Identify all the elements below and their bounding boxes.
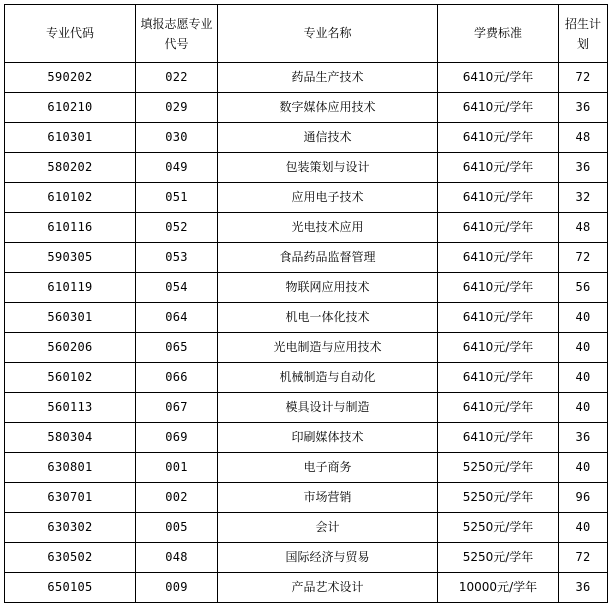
cell-application-code: 049 — [136, 153, 218, 183]
header-enrollment-plan: 招生计划 — [559, 5, 608, 63]
cell-tuition: 6410元/学年 — [438, 153, 559, 183]
cell-tuition: 10000元/学年 — [438, 573, 559, 603]
cell-enrollment-plan: 40 — [559, 303, 608, 333]
cell-tuition: 6410元/学年 — [438, 123, 559, 153]
cell-major-code: 610116 — [5, 213, 136, 243]
cell-application-code: 030 — [136, 123, 218, 153]
cell-application-code: 053 — [136, 243, 218, 273]
header-tuition: 学费标准 — [438, 5, 559, 63]
cell-major-name: 机电一体化技术 — [218, 303, 438, 333]
cell-enrollment-plan: 40 — [559, 393, 608, 423]
cell-enrollment-plan: 36 — [559, 93, 608, 123]
cell-major-code: 590202 — [5, 63, 136, 93]
cell-enrollment-plan: 72 — [559, 543, 608, 573]
header-row — [5, 5, 608, 63]
table-row — [5, 363, 608, 393]
cell-major-name: 产品艺术设计 — [218, 573, 438, 603]
cell-enrollment-plan: 96 — [559, 483, 608, 513]
cell-major-name: 药品生产技术 — [218, 63, 438, 93]
cell-application-code: 005 — [136, 513, 218, 543]
cell-major-code: 560301 — [5, 303, 136, 333]
cell-tuition: 5250元/学年 — [438, 513, 559, 543]
cell-enrollment-plan: 36 — [559, 423, 608, 453]
cell-application-code: 009 — [136, 573, 218, 603]
cell-application-code: 066 — [136, 363, 218, 393]
cell-major-name: 光电制造与应用技术 — [218, 333, 438, 363]
cell-major-name: 应用电子技术 — [218, 183, 438, 213]
table-row — [5, 273, 608, 303]
cell-major-name: 会计 — [218, 513, 438, 543]
table-row — [5, 333, 608, 363]
cell-enrollment-plan: 48 — [559, 213, 608, 243]
cell-major-code: 560113 — [5, 393, 136, 423]
cell-major-name: 光电技术应用 — [218, 213, 438, 243]
enrollment-table — [4, 4, 608, 603]
table-row — [5, 573, 608, 603]
cell-application-code: 001 — [136, 453, 218, 483]
cell-major-name: 市场营销 — [218, 483, 438, 513]
cell-major-code: 610102 — [5, 183, 136, 213]
cell-tuition: 6410元/学年 — [438, 213, 559, 243]
cell-enrollment-plan: 40 — [559, 363, 608, 393]
cell-application-code: 054 — [136, 273, 218, 303]
table-row — [5, 93, 608, 123]
cell-tuition: 6410元/学年 — [438, 273, 559, 303]
cell-major-code: 630302 — [5, 513, 136, 543]
cell-major-name: 食品药品监督管理 — [218, 243, 438, 273]
table-row — [5, 63, 608, 93]
table-row — [5, 213, 608, 243]
cell-application-code: 067 — [136, 393, 218, 423]
cell-tuition: 6410元/学年 — [438, 333, 559, 363]
table-row — [5, 423, 608, 453]
table-row — [5, 243, 608, 273]
cell-major-code: 650105 — [5, 573, 136, 603]
table-row — [5, 303, 608, 333]
cell-enrollment-plan: 36 — [559, 573, 608, 603]
cell-enrollment-plan: 56 — [559, 273, 608, 303]
cell-application-code: 069 — [136, 423, 218, 453]
cell-major-code: 580202 — [5, 153, 136, 183]
cell-tuition: 6410元/学年 — [438, 303, 559, 333]
cell-application-code: 065 — [136, 333, 218, 363]
cell-major-code: 580304 — [5, 423, 136, 453]
cell-major-code: 590305 — [5, 243, 136, 273]
cell-major-code: 610119 — [5, 273, 136, 303]
cell-major-code: 560206 — [5, 333, 136, 363]
table-container — [4, 4, 608, 603]
cell-major-code: 630701 — [5, 483, 136, 513]
cell-tuition: 6410元/学年 — [438, 63, 559, 93]
cell-tuition: 6410元/学年 — [438, 363, 559, 393]
cell-major-name: 国际经济与贸易 — [218, 543, 438, 573]
cell-major-name: 包装策划与设计 — [218, 153, 438, 183]
cell-enrollment-plan: 32 — [559, 183, 608, 213]
table-row — [5, 183, 608, 213]
table-row — [5, 453, 608, 483]
header-major-name: 专业名称 — [218, 5, 438, 63]
cell-enrollment-plan: 72 — [559, 243, 608, 273]
cell-enrollment-plan: 48 — [559, 123, 608, 153]
cell-tuition: 5250元/学年 — [438, 543, 559, 573]
cell-major-name: 电子商务 — [218, 453, 438, 483]
cell-tuition: 6410元/学年 — [438, 243, 559, 273]
cell-major-name: 印刷媒体技术 — [218, 423, 438, 453]
header-application-code: 填报志愿专业代号 — [136, 5, 218, 63]
cell-major-code: 630801 — [5, 453, 136, 483]
cell-tuition: 6410元/学年 — [438, 183, 559, 213]
table-row — [5, 543, 608, 573]
header-major-code: 专业代码 — [5, 5, 136, 63]
table-row — [5, 123, 608, 153]
cell-tuition: 6410元/学年 — [438, 93, 559, 123]
table-row — [5, 153, 608, 183]
cell-tuition: 6410元/学年 — [438, 393, 559, 423]
cell-major-name: 通信技术 — [218, 123, 438, 153]
cell-application-code: 029 — [136, 93, 218, 123]
table-row — [5, 483, 608, 513]
cell-major-name: 模具设计与制造 — [218, 393, 438, 423]
cell-enrollment-plan: 36 — [559, 153, 608, 183]
cell-enrollment-plan: 40 — [559, 453, 608, 483]
cell-application-code: 022 — [136, 63, 218, 93]
cell-major-code: 610301 — [5, 123, 136, 153]
cell-tuition: 5250元/学年 — [438, 453, 559, 483]
table-row — [5, 393, 608, 423]
cell-tuition: 6410元/学年 — [438, 423, 559, 453]
cell-enrollment-plan: 40 — [559, 513, 608, 543]
cell-major-name: 物联网应用技术 — [218, 273, 438, 303]
cell-application-code: 052 — [136, 213, 218, 243]
cell-major-name: 机械制造与自动化 — [218, 363, 438, 393]
cell-tuition: 5250元/学年 — [438, 483, 559, 513]
cell-application-code: 064 — [136, 303, 218, 333]
cell-major-code: 560102 — [5, 363, 136, 393]
cell-application-code: 002 — [136, 483, 218, 513]
cell-enrollment-plan: 72 — [559, 63, 608, 93]
cell-major-code: 630502 — [5, 543, 136, 573]
cell-major-code: 610210 — [5, 93, 136, 123]
table-row — [5, 513, 608, 543]
cell-enrollment-plan: 40 — [559, 333, 608, 363]
cell-major-name: 数字媒体应用技术 — [218, 93, 438, 123]
cell-application-code: 051 — [136, 183, 218, 213]
cell-application-code: 048 — [136, 543, 218, 573]
